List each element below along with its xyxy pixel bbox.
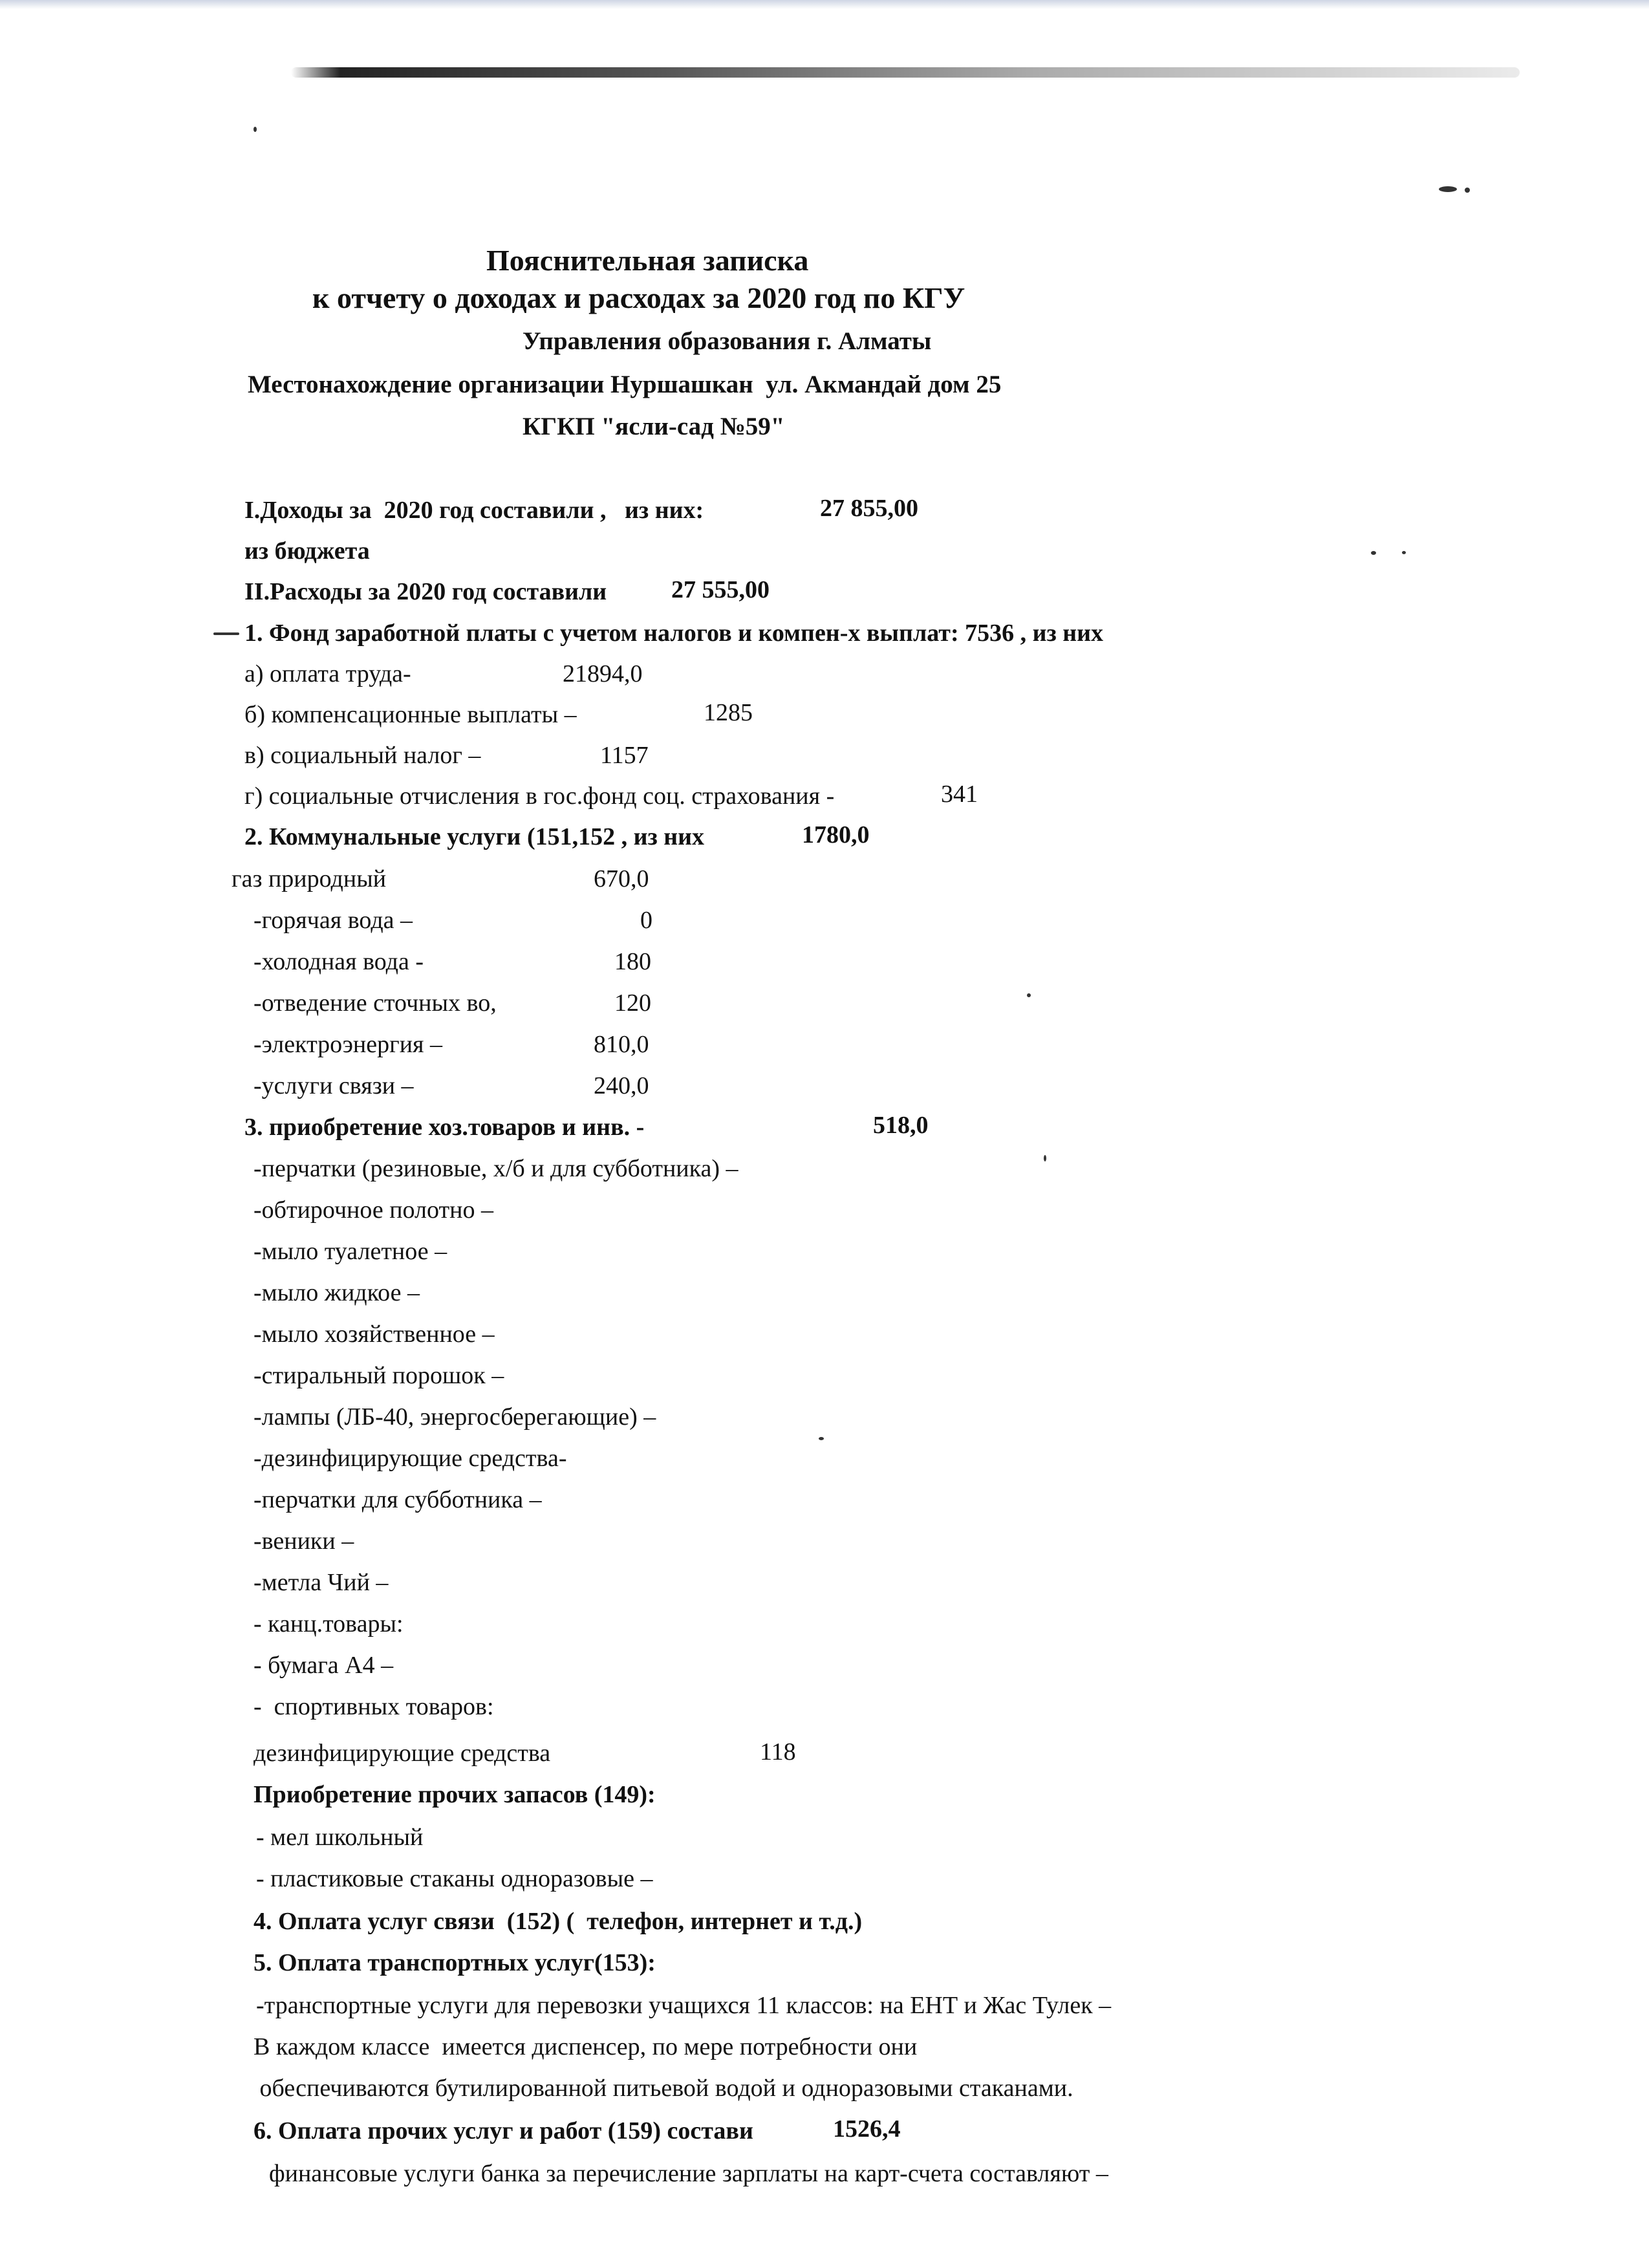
- speck: [1027, 993, 1031, 997]
- salary-label: а) оплата труда-: [244, 660, 411, 687]
- list-item: - спортивных товаров:: [253, 1693, 494, 1720]
- speck: [1044, 1155, 1046, 1161]
- electricity-label: -электроэнергия –: [253, 1031, 443, 1058]
- social-contrib-label: г) социальные отчисления в гос.фонд соц. страхования -: [244, 783, 835, 810]
- list-item: -лампы (ЛБ-40, энергосберегающие) –: [253, 1403, 656, 1431]
- document-title: Пояснительная записка: [486, 244, 809, 277]
- electricity-value: 810,0: [594, 1031, 649, 1058]
- salary-value: 21894,0: [563, 660, 643, 687]
- section5-heading: 5. Оплата транспортных услуг(153):: [253, 1949, 656, 1976]
- list-item: - пластиковые стаканы одноразовые –: [256, 1865, 653, 1892]
- income-amount: 27 855,00: [820, 495, 918, 522]
- list-item: -перчатки (резиновые, х/б и для субботника) –: [253, 1155, 738, 1182]
- list-item: -веники –: [253, 1528, 354, 1555]
- list-item: -мыло туалетное –: [253, 1238, 447, 1265]
- cold-water-value: 180: [614, 948, 651, 975]
- section6-total: 1526,4: [833, 2115, 901, 2143]
- expenses-amount: 27 555,00: [671, 576, 770, 603]
- section2-total: 1780,0: [802, 821, 870, 848]
- social-tax-label: в) социальный налог –: [244, 742, 481, 769]
- sewage-value: 120: [614, 989, 651, 1017]
- section6-heading: 6. Оплата прочих услуг и работ (159) состави: [253, 2117, 753, 2144]
- list-item: -стиральный порошок –: [253, 1362, 504, 1389]
- list-item: - бумага А4 –: [253, 1652, 394, 1679]
- communication-value: 240,0: [594, 1072, 649, 1099]
- sewage-label: -отведение сточных во,: [253, 989, 497, 1017]
- cold-water-label: -холодная вода -: [253, 948, 424, 975]
- gas-label: газ природный: [232, 865, 387, 892]
- speck: [213, 632, 239, 635]
- section3-heading: 3. приобретение хоз.товаров и инв. -: [244, 1114, 645, 1141]
- compensation-value: 1285: [704, 699, 753, 726]
- water-line: обеспечиваются бутилированной питьевой водой и одноразовыми стаканами.: [253, 2075, 1073, 2102]
- social-tax-value: 1157: [600, 742, 649, 769]
- organization-name: КГКП "ясли-сад №59": [523, 413, 785, 440]
- expenses-label: II.Расходы за 2020 год составили: [244, 578, 607, 605]
- list-item: - канц.товары:: [253, 1610, 404, 1637]
- other-supplies-heading: Приобретение прочих запасов (149):: [253, 1781, 656, 1808]
- list-item: -мыло хозяйственное –: [253, 1321, 495, 1348]
- income-source: из бюджета: [244, 537, 370, 565]
- speck: [1439, 186, 1457, 192]
- list-item: -дезинфицирующие средства-: [253, 1445, 567, 1472]
- bank-services-line: финансовые услуги банка за перечисление зарплаты на карт-счета составляют –: [269, 2160, 1108, 2187]
- section1-heading: 1. Фонд заработной платы с учетом налогов и компен-х выплат: 7536 , из них: [244, 620, 1104, 647]
- list-item: - мел школьный: [256, 1824, 424, 1851]
- transport-line: -транспортные услуги для перевозки учащихся 11 классов: на ЕНТ и Жас Тулек –: [256, 1992, 1112, 2019]
- hot-water-label: -горячая вода –: [253, 907, 413, 934]
- list-item: -мыло жидкое –: [253, 1279, 420, 1306]
- speck: [1371, 551, 1376, 555]
- organization-department: Управления образования г. Алматы: [523, 327, 932, 355]
- list-item: -метла Чий –: [253, 1569, 389, 1596]
- hot-water-value: 0: [640, 907, 652, 934]
- income-label: I.Доходы за 2020 год составили , из них:: [244, 497, 704, 524]
- section2-heading: 2. Коммунальные услуги (151,152 , из них: [244, 823, 705, 850]
- speck: [1402, 551, 1406, 554]
- organization-address: Местонахождение организации Нуршашкан ул. Акмандай дом 25: [248, 371, 1002, 398]
- gas-value: 670,0: [594, 865, 649, 892]
- communication-label: -услуги связи –: [253, 1072, 414, 1099]
- list-item: -обтирочное полотно –: [253, 1196, 493, 1224]
- list-item: -перчатки для субботника –: [253, 1486, 542, 1513]
- speck: [253, 127, 257, 132]
- dispenser-line: В каждом классе имеется диспенсер, по мере потребности они: [253, 2033, 918, 2060]
- section3-total: 518,0: [873, 1112, 929, 1139]
- disinfectant-value: 118: [760, 1738, 796, 1766]
- speck: [819, 1437, 824, 1440]
- compensation-label: б) компенсационные выплаты –: [244, 701, 577, 728]
- document-subtitle: к отчету о доходах и расходах за 2020 год по КГУ: [312, 281, 965, 314]
- scan-edge: [0, 0, 1649, 9]
- disinfectant-label: дезинфицирующие средства: [253, 1740, 551, 1767]
- speck: [1465, 188, 1470, 193]
- scan-smudge: [291, 67, 1520, 78]
- social-contrib-value: 341: [941, 781, 978, 808]
- section4-heading: 4. Оплата услуг связи (152) ( телефон, интернет и т.д.): [253, 1908, 863, 1935]
